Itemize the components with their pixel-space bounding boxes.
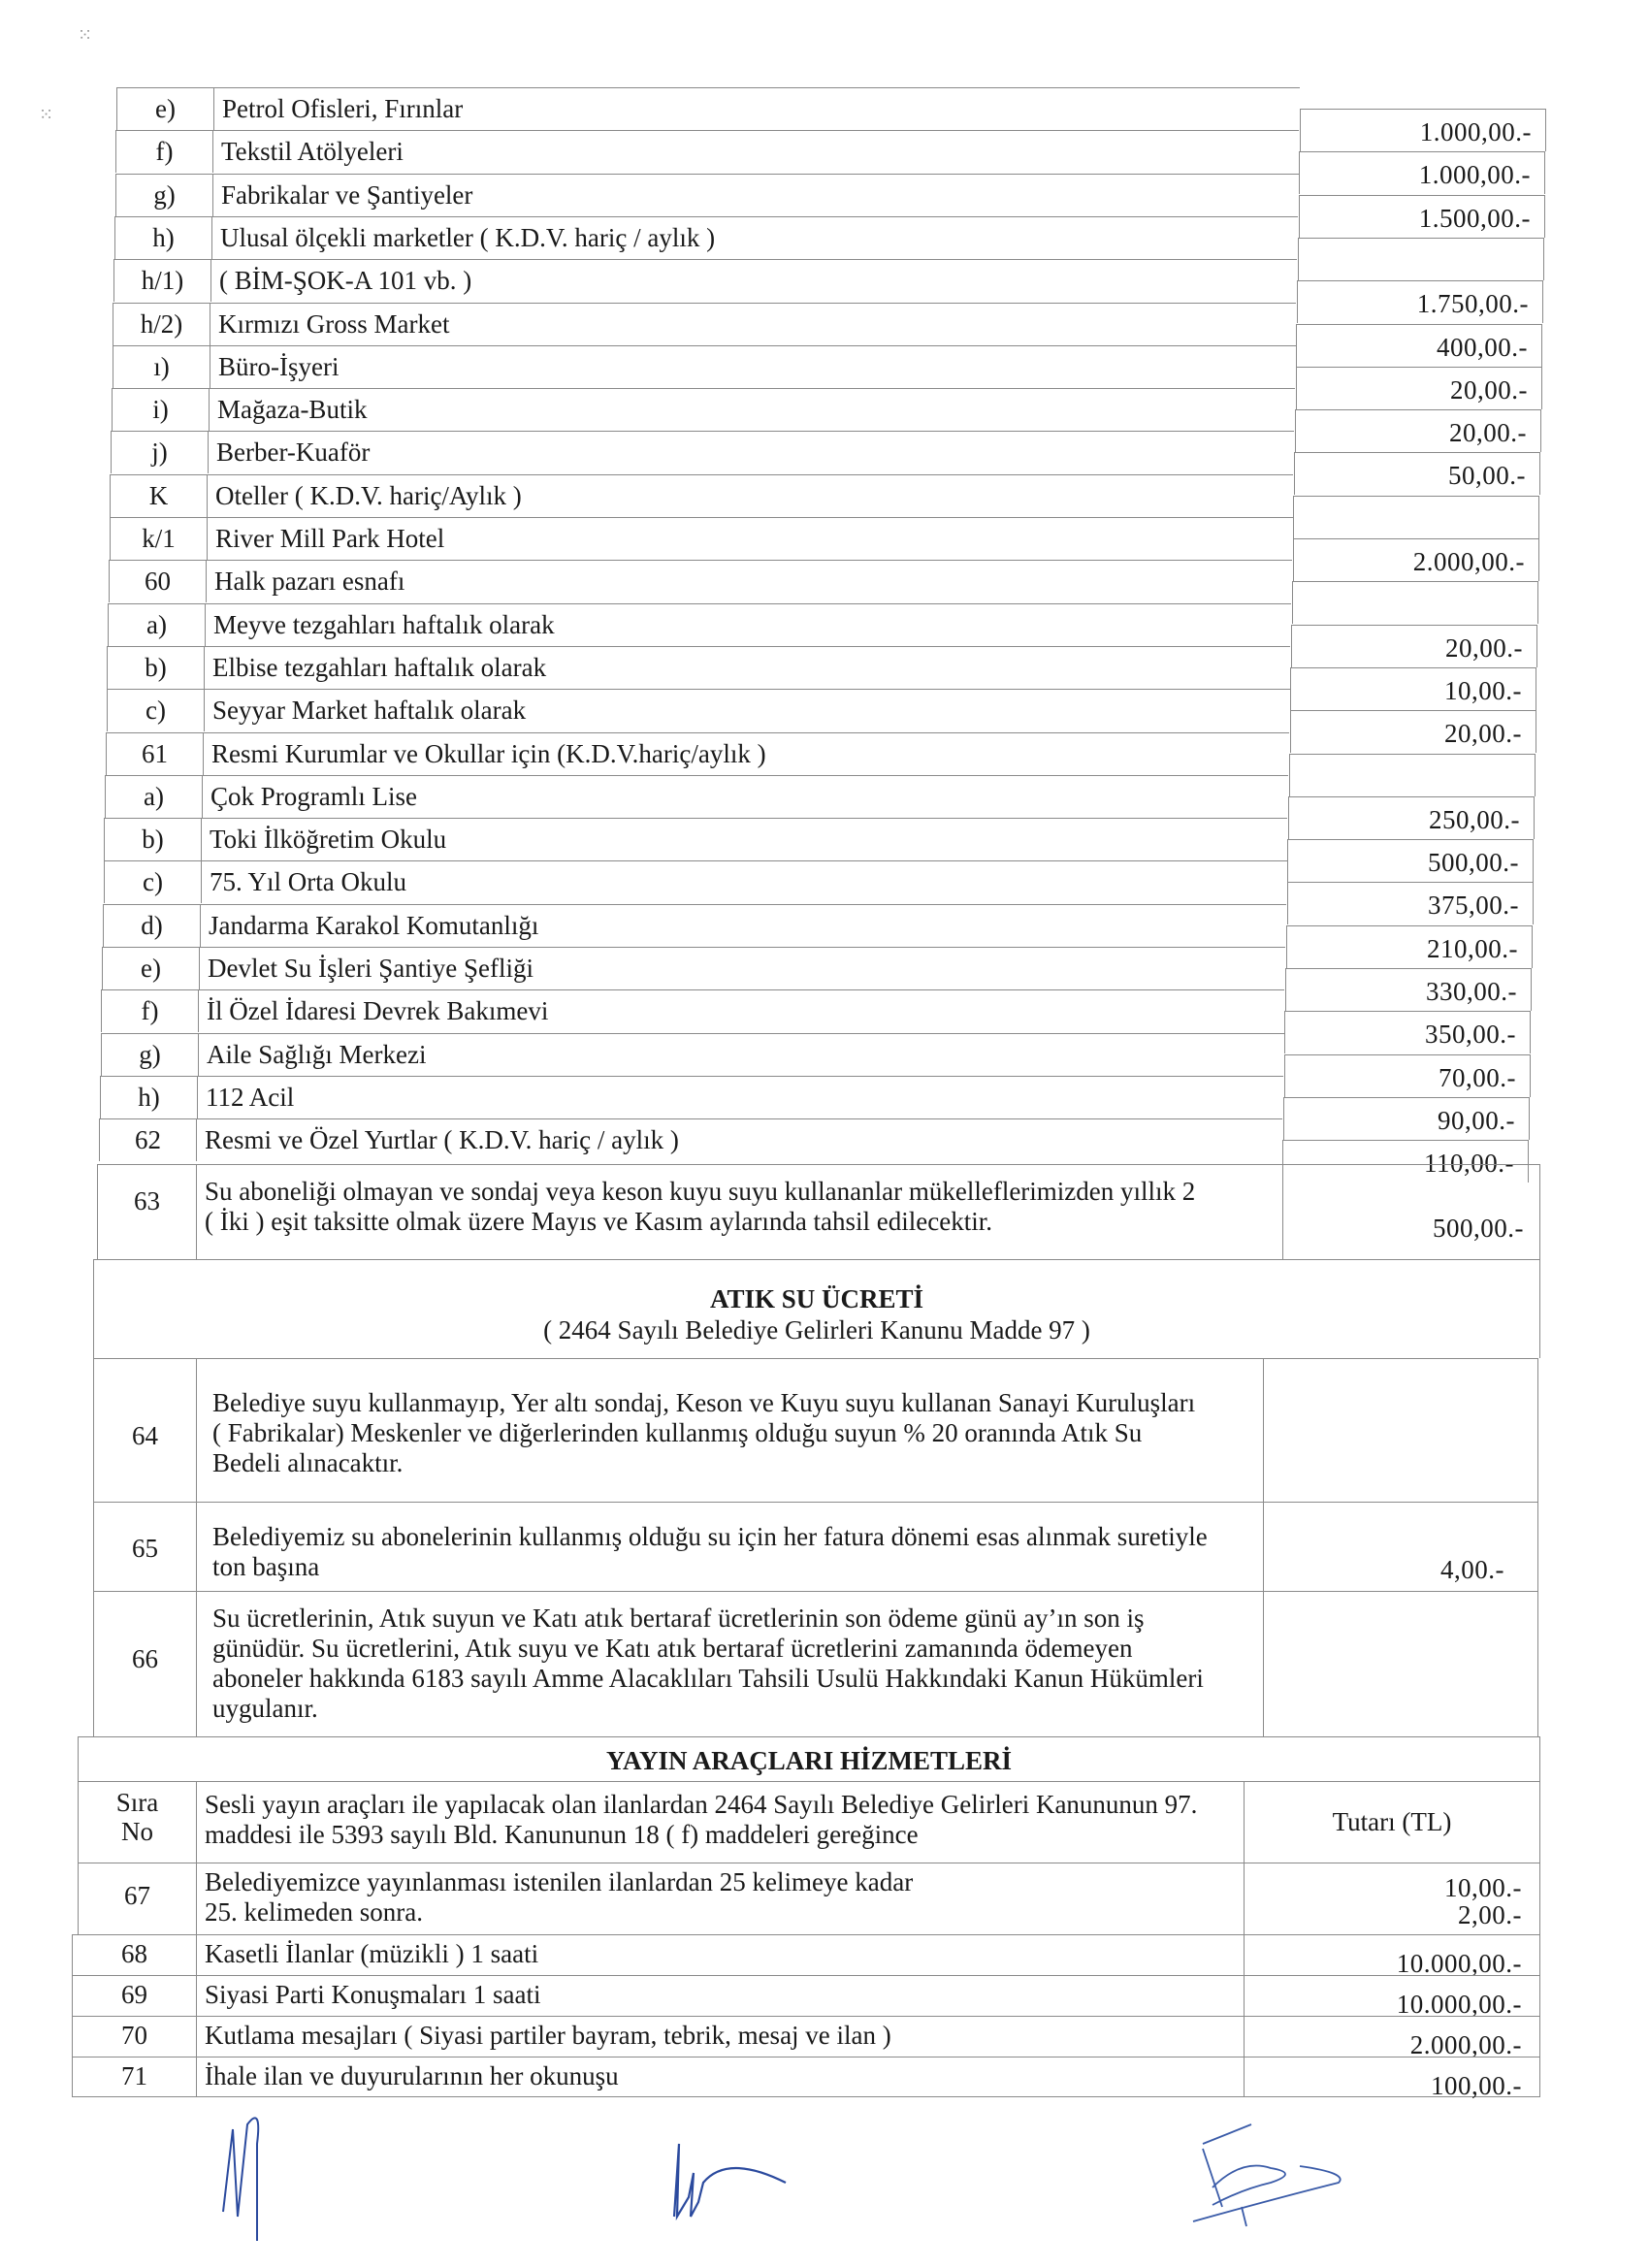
amount-value: 500,00.- (1433, 1214, 1524, 1243)
amount-cell (1244, 1863, 1540, 1934)
row-description (196, 1591, 1263, 1736)
amount-cell (1263, 1358, 1538, 1502)
row-description: Siyasi Parti Konuşmaları 1 saati (196, 1975, 1244, 2016)
row-description: Kutlama mesajları ( Siyasi partiler bayram, tebrik, mesaj ve ilan ) (196, 2016, 1244, 2057)
row-number: b) (104, 818, 201, 860)
amount-value: 10,00.- (1444, 676, 1522, 705)
column-header-amount: Tutarı (TL) (1244, 1781, 1540, 1863)
row-number: 66 (93, 1591, 196, 1736)
amount-cell (1290, 710, 1536, 753)
column-header-description (196, 1781, 1244, 1863)
amount-cell (1297, 280, 1543, 323)
row-number: e) (116, 87, 213, 130)
amount-value: 2,00.- (1458, 1900, 1522, 1929)
row-description: Seyyar Market haftalık olarak (204, 689, 1290, 731)
amount-cell (1244, 1934, 1540, 1978)
row-description (196, 1502, 1263, 1591)
amount-value: 350,00.- (1425, 1020, 1516, 1049)
amount-value: 400,00.- (1437, 333, 1528, 362)
description-line: ( Fabrikalar) Meskenler ve diğerlerinden kullanmış olduğu suyun % 20 oranında Atık Su (212, 1418, 1143, 1447)
row-number: 68 (72, 1934, 196, 1975)
amount-value: 500,00.- (1428, 848, 1519, 877)
description-line: ( İki ) eşit taksitte olmak üzere Mayıs ve Kasım aylarında tahsil edilecektir. (205, 1207, 992, 1236)
description-line: Su ücretlerinin, Atık suyun ve Katı atık bertaraf ücretlerinin son ödeme günü ay’ın son iş (212, 1604, 1145, 1633)
amount-cell (1296, 324, 1542, 367)
section-title: ATIK SU ÜCRETİ (709, 1284, 924, 1313)
amount-value: 1.000,00.- (1418, 160, 1531, 189)
description-line: uygulanır. (212, 1694, 318, 1723)
amount-cell (1285, 968, 1532, 1011)
amount-value: 10.000,00.- (1396, 1990, 1522, 2019)
row-description: Jandarma Karakol Komutanlığı (200, 904, 1286, 947)
amount-value: 330,00.- (1426, 977, 1517, 1006)
amount-cell (1286, 925, 1533, 968)
amount-cell (1291, 625, 1537, 667)
row-description: Kasetli İlanlar (müzikli ) 1 saati (196, 1934, 1244, 1975)
row-description: Berber-Kuaför (208, 431, 1294, 473)
amount-cell (1300, 109, 1546, 151)
amount-cell (1287, 839, 1534, 882)
description-line: 25. kelimeden sonra. (205, 1897, 423, 1927)
row-number: h/1) (113, 259, 210, 302)
description-line: ton başına (212, 1552, 320, 1581)
signature-3 (1106, 2120, 1358, 2246)
row-description: Elbise tezgahları haftalık olarak (204, 646, 1290, 689)
signature-2 (621, 2124, 795, 2241)
row-number: b) (107, 646, 204, 689)
row-description: Halk pazarı esnafı (206, 560, 1292, 602)
amount-value: 1.500,00.- (1418, 204, 1531, 233)
atik-su-section-header (93, 1259, 1540, 1358)
amount-cell (1263, 1502, 1538, 1591)
amount-cell (1288, 796, 1535, 839)
amount-value: 100,00.- (1431, 2071, 1522, 2100)
row-number: g) (101, 1033, 198, 1076)
amount-cell (1296, 367, 1542, 409)
row-description: Kırmızı Gross Market (210, 303, 1296, 345)
amount-value: 110,00.- (1424, 1149, 1514, 1178)
row-number: e) (102, 947, 199, 989)
row-description: Meyve tezgahları haftalık olarak (205, 603, 1291, 646)
description-line: günüdür. Su ücretlerini, Atık suyu ve Katı atık bertaraf ücretlerini zamanında ödemeyen (212, 1634, 1133, 1663)
amount-cell (1287, 882, 1534, 924)
section-subtitle: ( 2464 Sayılı Belediye Gelirleri Kanunu Madde 97 ) (543, 1315, 1090, 1345)
row-number: a) (105, 775, 202, 818)
row-description (196, 1164, 1282, 1259)
amount-cell (1295, 409, 1541, 452)
row-description: Aile Sağlığı Merkezi (198, 1033, 1284, 1076)
section-title: YAYIN ARAÇLARI HİZMETLERİ (605, 1746, 1013, 1775)
row-number: c) (104, 860, 201, 903)
amount-value: 50,00.- (1448, 461, 1526, 490)
row-number: j) (111, 431, 208, 473)
row-description: İl Özel İdaresi Devrek Bakımevi (198, 989, 1284, 1032)
scan-noise-mark: ⁙ (39, 105, 54, 124)
amount-value: 70,00.- (1439, 1063, 1516, 1092)
row-description: Fabrikalar ve Şantiyeler (212, 174, 1299, 216)
description-line: Bedeli alınacaktır. (212, 1448, 404, 1477)
row-description: Ulusal ölçekli marketler ( K.D.V. hariç / aylık ) (211, 216, 1298, 259)
row-description: River Mill Park Hotel (207, 517, 1293, 560)
row-number: 61 (106, 732, 203, 775)
amount-cell (1294, 452, 1540, 495)
amount-value: 20,00.- (1445, 633, 1523, 663)
row-description: Resmi ve Özel Yurtlar ( K.D.V. hariç / aylık ) (196, 1118, 1282, 1161)
row-number: h/2) (113, 303, 210, 345)
row-number: d) (103, 904, 200, 947)
amount-value: 10.000,00.- (1396, 1949, 1522, 1978)
row-number: 60 (109, 560, 206, 602)
amount-value: 2.000,00.- (1412, 547, 1525, 576)
row-number: ı) (113, 345, 210, 388)
row-number: f) (101, 989, 198, 1032)
description-line: Belediyemiz su abonelerinin kullanmış olduğu su için her fatura dönemi esas alınmak suretiyle (212, 1522, 1208, 1551)
row-description: Tekstil Atölyeleri (212, 130, 1299, 173)
row-number: h) (100, 1076, 197, 1118)
row-description: İhale ilan ve duyurularının her okunuşu (196, 2057, 1244, 2097)
row-number: 70 (72, 2016, 196, 2057)
header-line: No (121, 1817, 153, 1846)
amount-value: 210,00.- (1427, 934, 1518, 963)
amount-cell (1244, 2057, 1540, 2100)
row-description: Resmi Kurumlar ve Okullar için (K.D.V.hariç/aylık ) (203, 732, 1289, 775)
row-number: g) (115, 174, 212, 216)
amount-value: 10,00.- (1444, 1873, 1522, 1902)
row-description: Mağaza-Butik (209, 388, 1295, 431)
scan-noise-mark: ⁙ (78, 25, 93, 45)
amount-cell (1298, 238, 1544, 280)
amount-value: 1.000,00.- (1419, 117, 1532, 146)
amount-cell (1299, 195, 1545, 238)
amount-value: 1.750,00.- (1416, 289, 1529, 318)
amount-value: 4,00.- (1440, 1555, 1504, 1584)
row-number: 71 (72, 2057, 196, 2097)
row-description (196, 1863, 1244, 1934)
row-number: k/1 (110, 517, 207, 560)
row-number: 69 (72, 1975, 196, 2016)
yayin-section-header (78, 1736, 1540, 1781)
row-description: Çok Programlı Lise (202, 775, 1288, 818)
row-description: 112 Acil (197, 1076, 1283, 1118)
description-line: Belediyemizce yayınlanması istenilen ilanlardan 25 kelimeye kadar (205, 1867, 914, 1896)
amount-cell (1292, 581, 1538, 624)
amount-cell (1289, 754, 1536, 796)
amount-cell (1284, 1054, 1531, 1097)
amount-value: 20,00.- (1450, 375, 1528, 405)
amount-cell (1299, 151, 1545, 194)
amount-value: 2.000,00.- (1409, 2030, 1522, 2059)
row-number: i) (112, 388, 209, 431)
header-line: Sesli yayın araçları ile yapılacak olan ilanlardan 2464 Sayılı Belediye Gelirleri Kanununun 97. (205, 1790, 1198, 1819)
row-number: 67 (78, 1863, 196, 1934)
header-line: maddesi ile 5393 sayılı Bld. Kanununun 18 ( f) maddeleri gereğince (205, 1820, 919, 1849)
row-description (196, 1358, 1263, 1502)
amount-value: 90,00.- (1438, 1106, 1515, 1135)
amount-cell (1263, 1591, 1538, 1736)
row-number: 65 (93, 1502, 196, 1591)
row-number: h) (114, 216, 211, 259)
amount-cell (1293, 538, 1539, 581)
row-number: 63 (97, 1164, 196, 1259)
row-description: ( BİM-ŞOK-A 101 vb. ) (210, 259, 1297, 302)
column-header-sira-no (78, 1781, 196, 1863)
row-description: Devlet Su İşleri Şantiye Şefliği (199, 947, 1285, 989)
row-number: c) (107, 689, 204, 731)
header-line: Sıra (115, 1788, 159, 1817)
amount-value: 250,00.- (1429, 805, 1520, 834)
row-number: a) (108, 603, 205, 646)
row-number: 62 (99, 1118, 196, 1161)
signature-1 (194, 2105, 349, 2260)
amount-cell (1293, 496, 1539, 538)
description-line: aboneler hakkında 6183 sayılı Amme Alacaklıları Tahsili Usulü Hakkındaki Kanun Hükümleri (212, 1664, 1204, 1693)
amount-cell (1283, 1097, 1530, 1140)
row-description: Petrol Ofisleri, Fırınlar (213, 87, 1300, 130)
row-description: Toki İlköğretim Okulu (201, 818, 1287, 860)
row-number: f) (115, 130, 212, 173)
amount-cell (1282, 1164, 1540, 1259)
description-line: Belediye suyu kullanmayıp, Yer altı sondaj, Keson ve Kuyu suyu kullanan Sanayi Kuruluşları (212, 1388, 1196, 1417)
row-number: K (110, 474, 207, 517)
amount-value: 375,00.- (1428, 891, 1519, 920)
row-description: Büro-İşyeri (210, 345, 1296, 388)
row-description: Oteller ( K.D.V. hariç/Aylık ) (207, 474, 1293, 517)
amount-cell (1290, 667, 1536, 710)
row-description: 75. Yıl Orta Okulu (201, 860, 1287, 903)
amount-value: 20,00.- (1444, 719, 1522, 748)
amount-value: 20,00.- (1449, 418, 1527, 447)
description-line: Su aboneliği olmayan ve sondaj veya keson kuyu suyu kullananlar mükelleflerimizden yıllık 2 (205, 1177, 1196, 1206)
amount-cell (1284, 1011, 1531, 1053)
amount-cell (1244, 1975, 1540, 2019)
amount-cell (1244, 2016, 1540, 2057)
row-number: 64 (93, 1358, 196, 1502)
